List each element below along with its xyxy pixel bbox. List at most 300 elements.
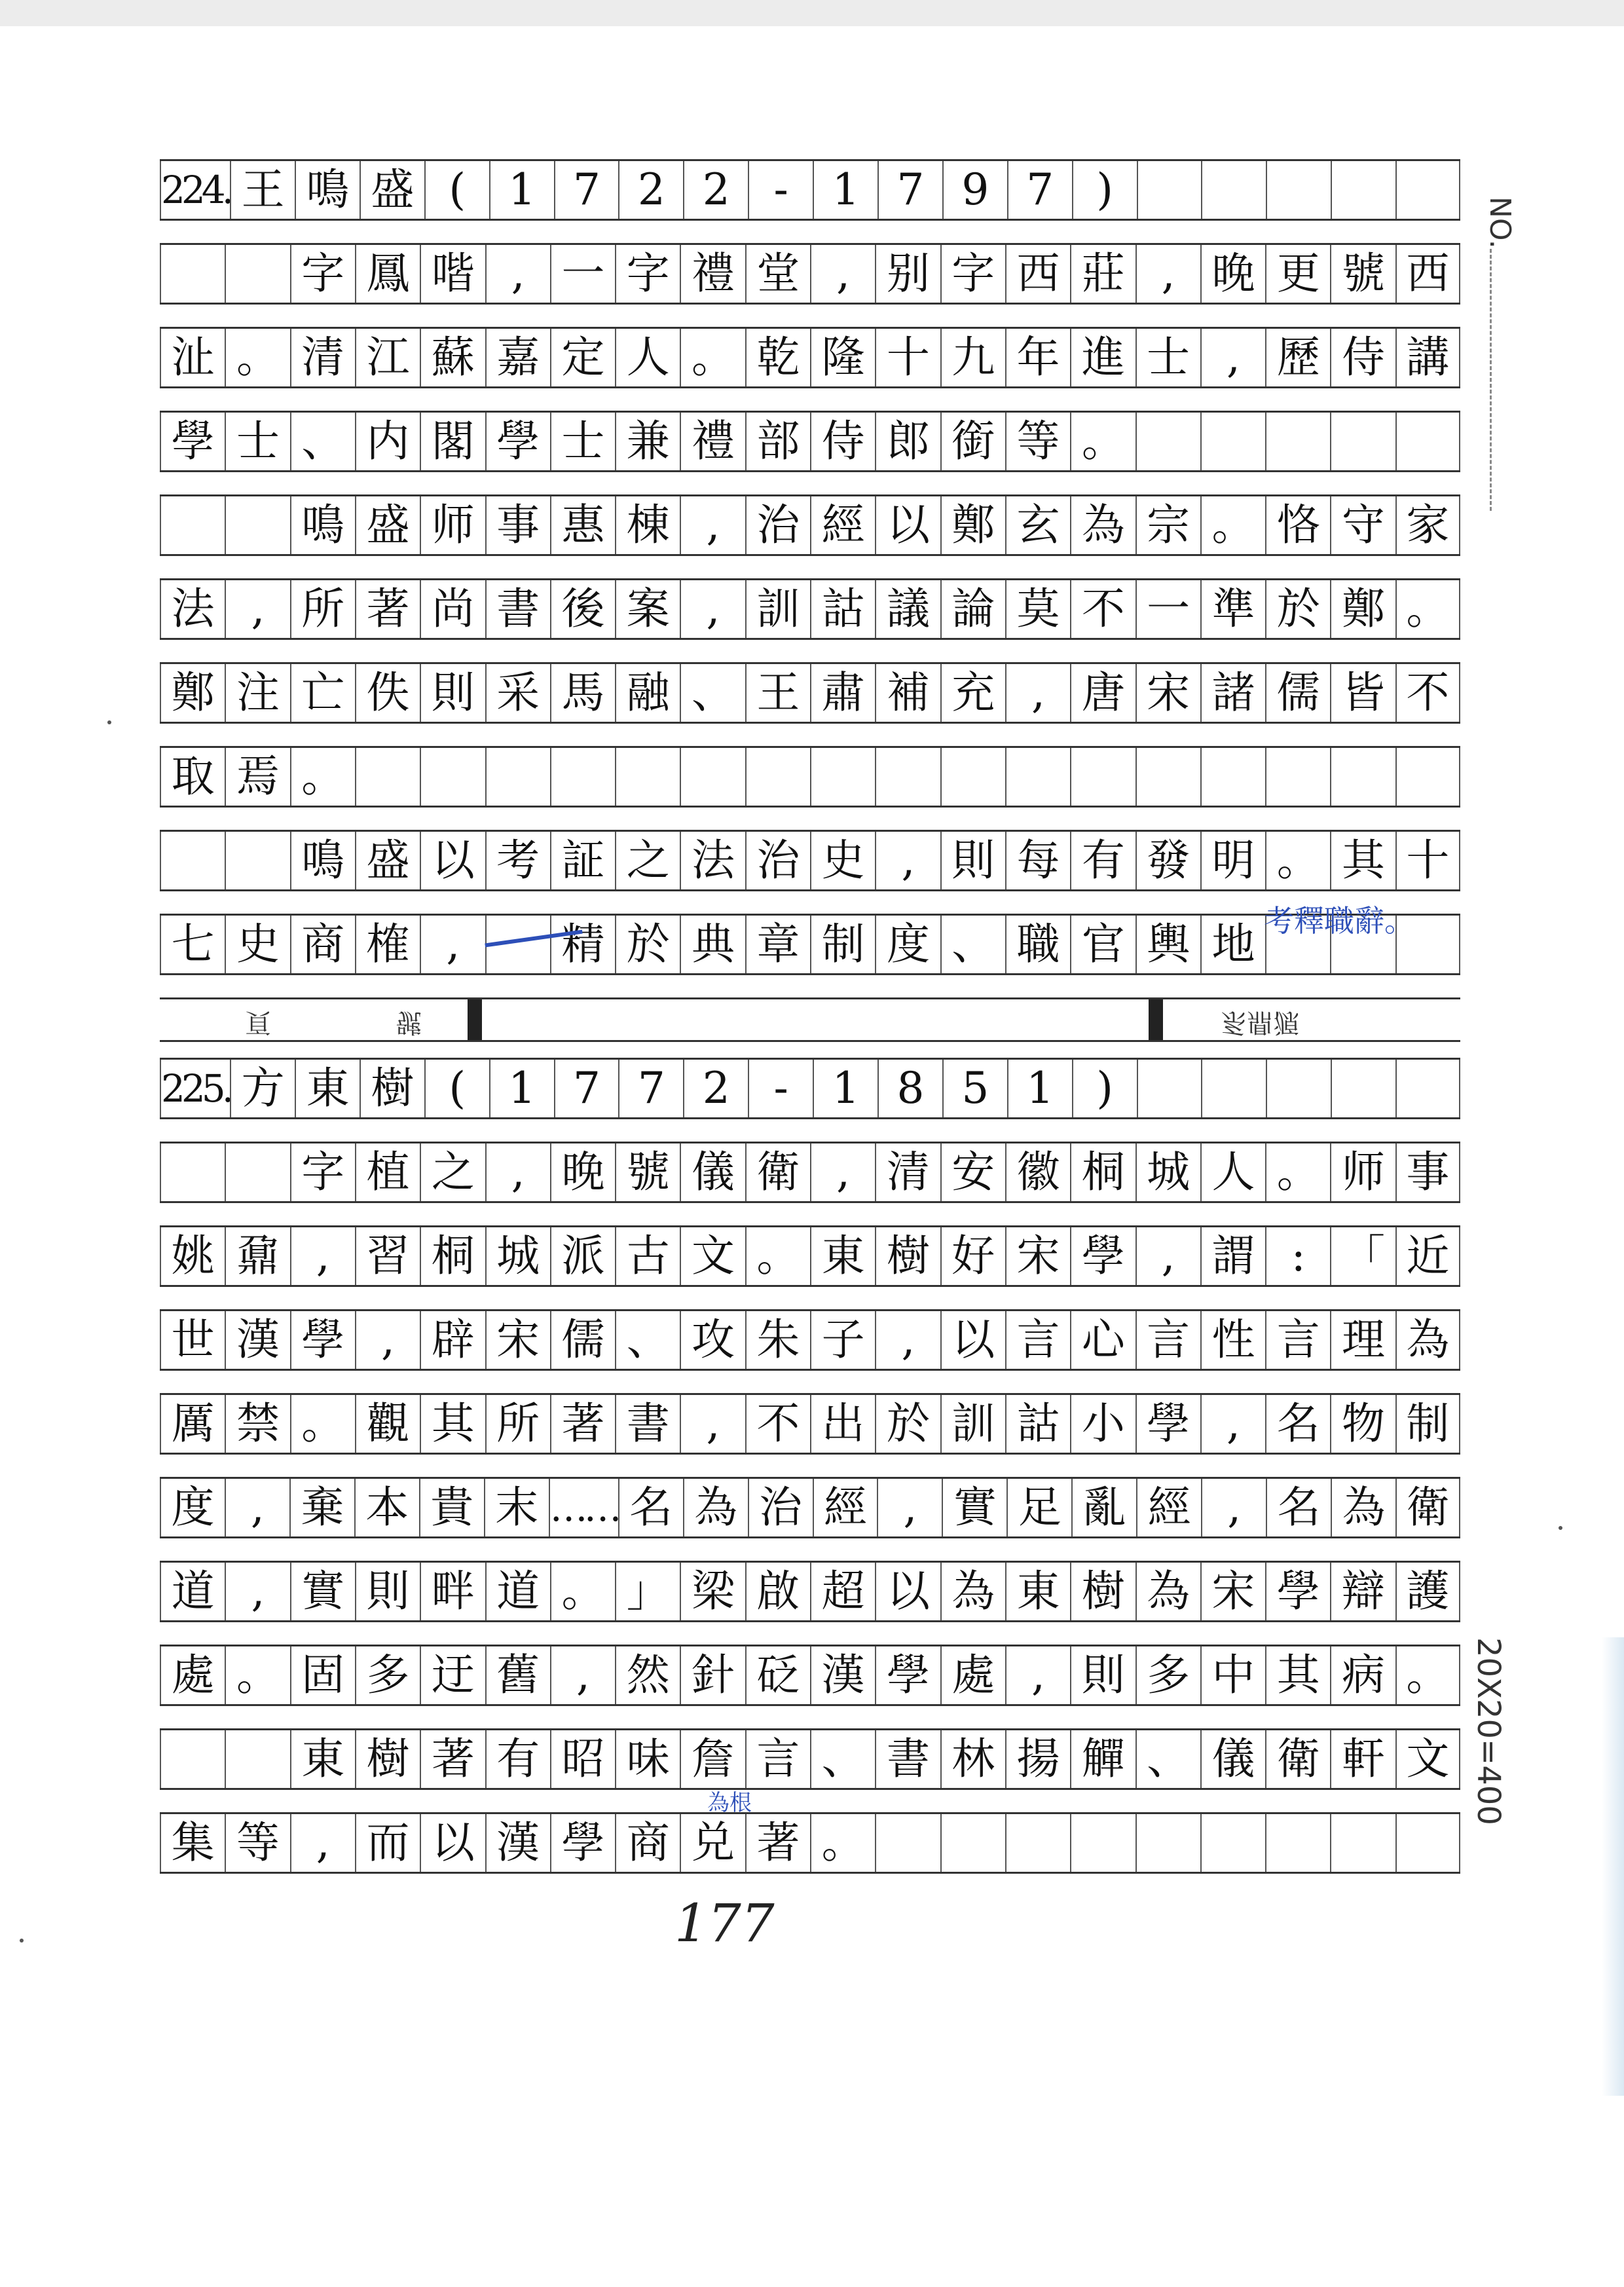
scan-speck [20, 1939, 24, 1943]
grid-row [160, 494, 1460, 556]
grid-cell [355, 748, 420, 806]
grid-cell: 而 [355, 1814, 420, 1872]
handwritten-insertion: 考釋職辭。 [1264, 903, 1414, 939]
grid-cell [1135, 413, 1200, 470]
grid-cell: 王 [230, 161, 295, 219]
grid-cell [1330, 413, 1395, 470]
grid-cell: 案 [615, 580, 680, 638]
grid-cell [225, 832, 289, 889]
grid-cell: , [810, 1144, 875, 1201]
grid-cell: 。 [680, 329, 745, 386]
grid-cell: 城 [1135, 1144, 1200, 1201]
grid-cell: 融 [615, 664, 680, 722]
grid-cell: 充 [940, 664, 1005, 722]
grid-cell: 晚 [1200, 245, 1265, 303]
grid-cell: , [550, 1646, 615, 1704]
grid-cell: 末 [484, 1479, 549, 1536]
grid-cell: 樹 [360, 1060, 424, 1117]
grid-cell: 士 [225, 413, 289, 470]
grid-cell: 嘉 [485, 329, 550, 386]
grid-cell: 8 [877, 1060, 942, 1117]
grid-cell: 集 [160, 1814, 225, 1872]
grid-cell: 鼐 [225, 1227, 289, 1285]
grid-cell: 針 [680, 1646, 745, 1704]
grid-cell [420, 748, 485, 806]
grid-cell: 然 [615, 1646, 680, 1704]
grid-cell: 則 [420, 664, 485, 722]
grid-cell: 安 [940, 1144, 1005, 1201]
grid-row [160, 830, 1460, 891]
grid-cell: 九 [940, 329, 1005, 386]
grid-cell: 朱 [745, 1311, 810, 1369]
grid-cell: 好 [940, 1227, 1005, 1285]
grid-cell: 精 [550, 916, 615, 973]
grid-cell: 儒 [550, 1311, 615, 1369]
grid-cell: 道 [160, 1563, 225, 1620]
grid-cell: 以 [420, 1814, 485, 1872]
grid-cell: 。 [290, 748, 355, 806]
grid-cell: 。 [1395, 1646, 1460, 1704]
grid-cell: 事 [485, 496, 550, 554]
grid-cell: 性 [1200, 1311, 1265, 1369]
grid-cell: 漢 [485, 1814, 550, 1872]
grid-cell: 桐 [1070, 1144, 1135, 1201]
grid-cell: 處 [160, 1646, 225, 1704]
grid-cell: 家 [1395, 496, 1460, 554]
grid-cell [1330, 1814, 1395, 1872]
grid-cell: ) [1072, 1060, 1137, 1117]
grid-cell: 言 [1265, 1311, 1330, 1369]
grid-cell: 。 [1265, 832, 1330, 889]
grid-cell: 取 [160, 748, 225, 806]
grid-cell: 馬 [550, 664, 615, 722]
grid-cell: 盛 [360, 161, 424, 219]
grid-cell: 昭 [550, 1730, 615, 1788]
grid-cell: 樹 [355, 1730, 420, 1788]
grid-cell [1395, 161, 1460, 219]
grid-cell: 辯 [1330, 1563, 1395, 1620]
grid-cell: 實 [290, 1563, 355, 1620]
grid-cell: , [680, 580, 745, 638]
grid-cell: 禮 [680, 245, 745, 303]
grid-cell: 、 [615, 1311, 680, 1369]
grid-cell [810, 748, 875, 806]
grid-row [160, 662, 1460, 724]
grid-cell [225, 245, 289, 303]
grid-cell: 2 [618, 161, 683, 219]
margin-strip [160, 997, 1460, 1042]
grid-cell [1137, 1060, 1202, 1117]
grid-cell: 迂 [420, 1646, 485, 1704]
grid-cell: 梁 [680, 1563, 745, 1620]
grid-cell: 言 [1135, 1311, 1200, 1369]
grid-cell: 小 [1070, 1395, 1135, 1453]
grid-cell: 字 [615, 245, 680, 303]
grid-cell: 漢 [810, 1646, 875, 1704]
grid-cell: 議 [875, 580, 940, 638]
grid-cell: 以 [875, 1563, 940, 1620]
grid-cell: 謂 [1200, 1227, 1265, 1285]
grid-cell: 揚 [1005, 1730, 1070, 1788]
grid-cell: 「 [1330, 1227, 1395, 1285]
grid-cell: 治 [745, 832, 810, 889]
grid-cell: 225. [160, 1060, 230, 1117]
grid-cell: 習 [355, 1227, 420, 1285]
grid-cell: 人 [615, 329, 680, 386]
grid-cell: 方 [230, 1060, 295, 1117]
grid-cell: 莫 [1005, 580, 1070, 638]
grid-cell: 証 [550, 832, 615, 889]
grid-cell: , [875, 832, 940, 889]
grid-cell: 更 [1265, 245, 1330, 303]
grid-cell: 定 [550, 329, 615, 386]
grid-cell: ( [424, 1060, 489, 1117]
grid-cell: 盛 [355, 496, 420, 554]
grid-cell: 制 [1395, 1395, 1460, 1453]
grid-cell: 畔 [420, 1563, 485, 1620]
grid-cell [1395, 748, 1460, 806]
margin-bracket-left [468, 999, 482, 1040]
grid-cell: 心 [1070, 1311, 1135, 1369]
grid-cell: 兼 [615, 413, 680, 470]
grid-cell [1265, 1814, 1330, 1872]
grid-cell: , [485, 245, 550, 303]
grid-cell: 為 [1070, 496, 1135, 554]
grid-cell: 經 [813, 1479, 877, 1536]
margin-bracket-right [1149, 999, 1163, 1040]
grid-row [160, 1058, 1460, 1119]
grid-cell: 東 [810, 1227, 875, 1285]
handwritten-correction: 為根 [707, 1790, 752, 1816]
grid-cell: 1 [1007, 1060, 1072, 1117]
grid-cell: 準 [1200, 580, 1265, 638]
grid-cell: , [875, 1311, 940, 1369]
grid-row [160, 411, 1460, 472]
grid-cell: 字 [290, 1144, 355, 1201]
grid-cell: 姚 [160, 1227, 225, 1285]
grid-cell [1200, 413, 1265, 470]
grid-cell: 清 [290, 329, 355, 386]
grid-cell: 沚 [160, 329, 225, 386]
grid-cell: 玄 [1005, 496, 1070, 554]
grid-cell: 儀 [1200, 1730, 1265, 1788]
grid-cell: 侍 [810, 413, 875, 470]
grid-cell: 病 [1330, 1646, 1395, 1704]
grid-cell: 典 [680, 916, 745, 973]
grid-cell: 宗 [1135, 496, 1200, 554]
grid-cell: 5 [942, 1060, 1007, 1117]
grid-cell: 宋 [1200, 1563, 1265, 1620]
grid-cell: 儀 [680, 1144, 745, 1201]
grid-cell: 尚 [420, 580, 485, 638]
grid-cell: 學 [550, 1814, 615, 1872]
grid-cell: 法 [680, 832, 745, 889]
grid-cell [1331, 1060, 1395, 1117]
grid-cell: , [877, 1479, 942, 1536]
grid-cell: 皆 [1330, 664, 1395, 722]
grid-cell [1070, 748, 1135, 806]
grid-cell: 則 [940, 832, 1005, 889]
grid-cell: 衛 [1395, 1479, 1460, 1536]
grid-cell: 宋 [1005, 1227, 1070, 1285]
grid-cell: 亡 [290, 664, 355, 722]
grid-cell [1005, 748, 1070, 806]
grid-cell: 兑 [680, 1814, 745, 1872]
grid-cell: 隆 [810, 329, 875, 386]
grid-cell: 訓 [940, 1395, 1005, 1453]
grid-cell: 一 [1135, 580, 1200, 638]
grid-row [160, 1142, 1460, 1203]
grid-cell: 貴 [419, 1479, 484, 1536]
grid-cell: 度 [875, 916, 940, 973]
grid-cell: 守 [1330, 496, 1395, 554]
grid-cell [1330, 748, 1395, 806]
side-marker: NO. [1483, 196, 1517, 249]
grid-cell [1201, 161, 1266, 219]
grid-cell: 治 [745, 496, 810, 554]
grid-cell [225, 1730, 289, 1788]
grid-cell: 」 [615, 1563, 680, 1620]
grid-cell [1395, 1060, 1460, 1117]
grid-cell [160, 496, 225, 554]
grid-cell: 攻 [680, 1311, 745, 1369]
grid-cell: 詁 [810, 580, 875, 638]
grid-cell: 儒 [1265, 664, 1330, 722]
grid-cell: 出 [810, 1395, 875, 1453]
grid-cell: 棟 [615, 496, 680, 554]
grid-cell: 於 [1265, 580, 1330, 638]
grid-cell: 林 [940, 1730, 1005, 1788]
grid-cell: 宋 [485, 1311, 550, 1369]
grid-cell: 官 [1070, 916, 1135, 973]
grid-cell: , [1135, 245, 1200, 303]
page-number: 177 [674, 1893, 775, 1954]
grid-cell: 制 [810, 916, 875, 973]
grid-cell: 有 [1070, 832, 1135, 889]
grid-row [160, 243, 1460, 305]
grid-cell: 224. [160, 161, 230, 219]
grid-cell: 。 [225, 329, 289, 386]
grid-cell [875, 748, 940, 806]
grid-cell: 物 [1330, 1395, 1395, 1453]
grid-cell: 清 [875, 1144, 940, 1201]
grid-cell: 號 [615, 1144, 680, 1201]
grid-cell [1265, 748, 1330, 806]
grid-cell: 子 [810, 1311, 875, 1369]
grid-cell: 樹 [875, 1227, 940, 1285]
grid-cell: 中 [1200, 1646, 1265, 1704]
grid-cell [1070, 1814, 1135, 1872]
grid-cell: ) [1072, 161, 1137, 219]
grid-cell: 鳴 [290, 496, 355, 554]
grid-row [160, 1812, 1460, 1874]
grid-cell: 晚 [550, 1144, 615, 1201]
grid-row [160, 578, 1460, 640]
grid-cell: 焉 [225, 748, 289, 806]
grid-cell: 文 [1395, 1730, 1460, 1788]
grid-cell [485, 748, 550, 806]
grid-cell: 。 [550, 1563, 615, 1620]
grid-cell: 砭 [745, 1646, 810, 1704]
grid-cell: 舊 [485, 1646, 550, 1704]
grid-cell [1265, 413, 1330, 470]
grid-cell: 超 [810, 1563, 875, 1620]
grid-cell [225, 496, 289, 554]
grid-cell: 事 [1395, 1144, 1460, 1201]
grid-cell: 城 [485, 1227, 550, 1285]
grid-cell: 進 [1070, 329, 1135, 386]
grid-cell: 觶 [1070, 1730, 1135, 1788]
grid-cell: 、 [680, 664, 745, 722]
grid-cell: 東 [295, 1060, 360, 1117]
grid-cell [680, 748, 745, 806]
grid-cell [1200, 1814, 1265, 1872]
grid-cell: 為 [940, 1563, 1005, 1620]
grid-cell: 所 [485, 1395, 550, 1453]
grid-cell: , [1005, 1646, 1070, 1704]
grid-cell: 士 [550, 413, 615, 470]
grid-cell: 詁 [1005, 1395, 1070, 1453]
grid-cell: , [1201, 1479, 1266, 1536]
grid-cell: : [1265, 1227, 1330, 1285]
grid-cell: 1 [489, 161, 554, 219]
grid-cell: 禮 [680, 413, 745, 470]
grid-cell [1135, 748, 1200, 806]
grid-cell [1395, 413, 1460, 470]
grid-cell: 侍 [1330, 329, 1395, 386]
margin-right-label: 系鼎源 [1221, 1007, 1299, 1037]
grid-cell: 則 [355, 1563, 420, 1620]
grid-cell: 訓 [745, 580, 810, 638]
grid-cell: 辟 [420, 1311, 485, 1369]
grid-cell: 則 [1070, 1646, 1135, 1704]
grid-cell: , [420, 916, 485, 973]
grid-cell: , [290, 1814, 355, 1872]
grid-cell: 學 [1070, 1227, 1135, 1285]
grid-cell: 號 [1330, 245, 1395, 303]
grid-cell: 衛 [745, 1144, 810, 1201]
grid-row [160, 159, 1460, 221]
grid-cell: 學 [290, 1311, 355, 1369]
grid-row [160, 327, 1460, 388]
grid-cell: 著 [355, 580, 420, 638]
grid-cell: 。 [1395, 580, 1460, 638]
grid-cell: 一 [550, 245, 615, 303]
grid-cell: 以 [875, 496, 940, 554]
grid-cell [1395, 1814, 1460, 1872]
grid-cell: 桐 [420, 1227, 485, 1285]
grid-cell: , [1200, 329, 1265, 386]
grid-cell: 派 [550, 1227, 615, 1285]
grid-cell: 閣 [420, 413, 485, 470]
grid-row [160, 1225, 1460, 1287]
grid-cell [550, 748, 615, 806]
grid-cell [875, 1814, 940, 1872]
grid-cell: 考 [485, 832, 550, 889]
grid-cell: 十 [1395, 832, 1460, 889]
grid-cell: 學 [485, 413, 550, 470]
grid-cell: 商 [615, 1814, 680, 1872]
grid-cell: 史 [810, 832, 875, 889]
grid-cell: 衛 [1265, 1730, 1330, 1788]
grid-cell: 注 [225, 664, 289, 722]
grid-cell: 蘇 [420, 329, 485, 386]
side-dashed-line [1490, 249, 1492, 511]
grid-cell: 以 [940, 1311, 1005, 1369]
grid-cell: 其 [1330, 832, 1395, 889]
grid-cell: 等 [225, 1814, 289, 1872]
grid-cell: 7 [554, 1060, 619, 1117]
grid-cell: 護 [1395, 1563, 1460, 1620]
grid-cell: , [680, 496, 745, 554]
grid-cell [1266, 1060, 1331, 1117]
grid-cell: 鳳 [355, 245, 420, 303]
grid-cell: 2 [683, 1060, 748, 1117]
grid-cell: 為 [1395, 1311, 1460, 1369]
grid-cell: 為 [1135, 1563, 1200, 1620]
grid-cell: 2 [683, 161, 748, 219]
grid-cell: 鄭 [1330, 580, 1395, 638]
grid-cell: 詹 [680, 1730, 745, 1788]
grid-cell: , [1005, 664, 1070, 722]
grid-cell: 銜 [940, 413, 1005, 470]
grid-cell: 佚 [355, 664, 420, 722]
grid-cell: 亂 [1071, 1479, 1136, 1536]
grid-cell: 實 [942, 1479, 1006, 1536]
scan-edge-top [0, 0, 1624, 26]
grid-cell: 1 [813, 161, 877, 219]
grid-cell: 7 [877, 161, 942, 219]
grid-cell [1201, 1060, 1266, 1117]
grid-cell: 固 [290, 1646, 355, 1704]
grid-cell: 年 [1005, 329, 1070, 386]
grid-cell: 不 [745, 1395, 810, 1453]
grid-cell: 厲 [160, 1395, 225, 1453]
grid-cell: 學 [160, 413, 225, 470]
grid-cell: , [355, 1311, 420, 1369]
grid-cell: 言 [745, 1730, 810, 1788]
grid-cell [940, 748, 1005, 806]
grid-cell: 徽 [1005, 1144, 1070, 1201]
grid-cell: , [225, 1563, 289, 1620]
grid-cell: 江 [355, 329, 420, 386]
grid-row [160, 1728, 1460, 1790]
grid-cell: 後 [550, 580, 615, 638]
grid-cell: 、 [940, 916, 1005, 973]
grid-cell: 治 [748, 1479, 813, 1536]
grid-cell: 士 [1135, 329, 1200, 386]
grid-cell: 為 [683, 1479, 748, 1536]
grid-cell: 古 [615, 1227, 680, 1285]
grid-cell: 字 [290, 245, 355, 303]
grid-row [160, 746, 1460, 808]
grid-cell: 植 [355, 1144, 420, 1201]
grid-cell: 喈 [420, 245, 485, 303]
grid-cell: 所 [290, 580, 355, 638]
grid-cell: 西 [1005, 245, 1070, 303]
grid-cell: 史 [225, 916, 289, 973]
grid-cell: 觀 [355, 1395, 420, 1453]
grid-cell: 書 [615, 1395, 680, 1453]
grid-cell [615, 748, 680, 806]
grid-cell: 發 [1135, 832, 1200, 889]
grid-cell: 乾 [745, 329, 810, 386]
grid-cell: 部 [745, 413, 810, 470]
grid-cell: 。 [225, 1646, 289, 1704]
grid-size-label: 20X20=400 [1470, 1637, 1507, 1825]
grid-cell: 其 [1265, 1646, 1330, 1704]
grid-cell: 度 [160, 1479, 225, 1536]
